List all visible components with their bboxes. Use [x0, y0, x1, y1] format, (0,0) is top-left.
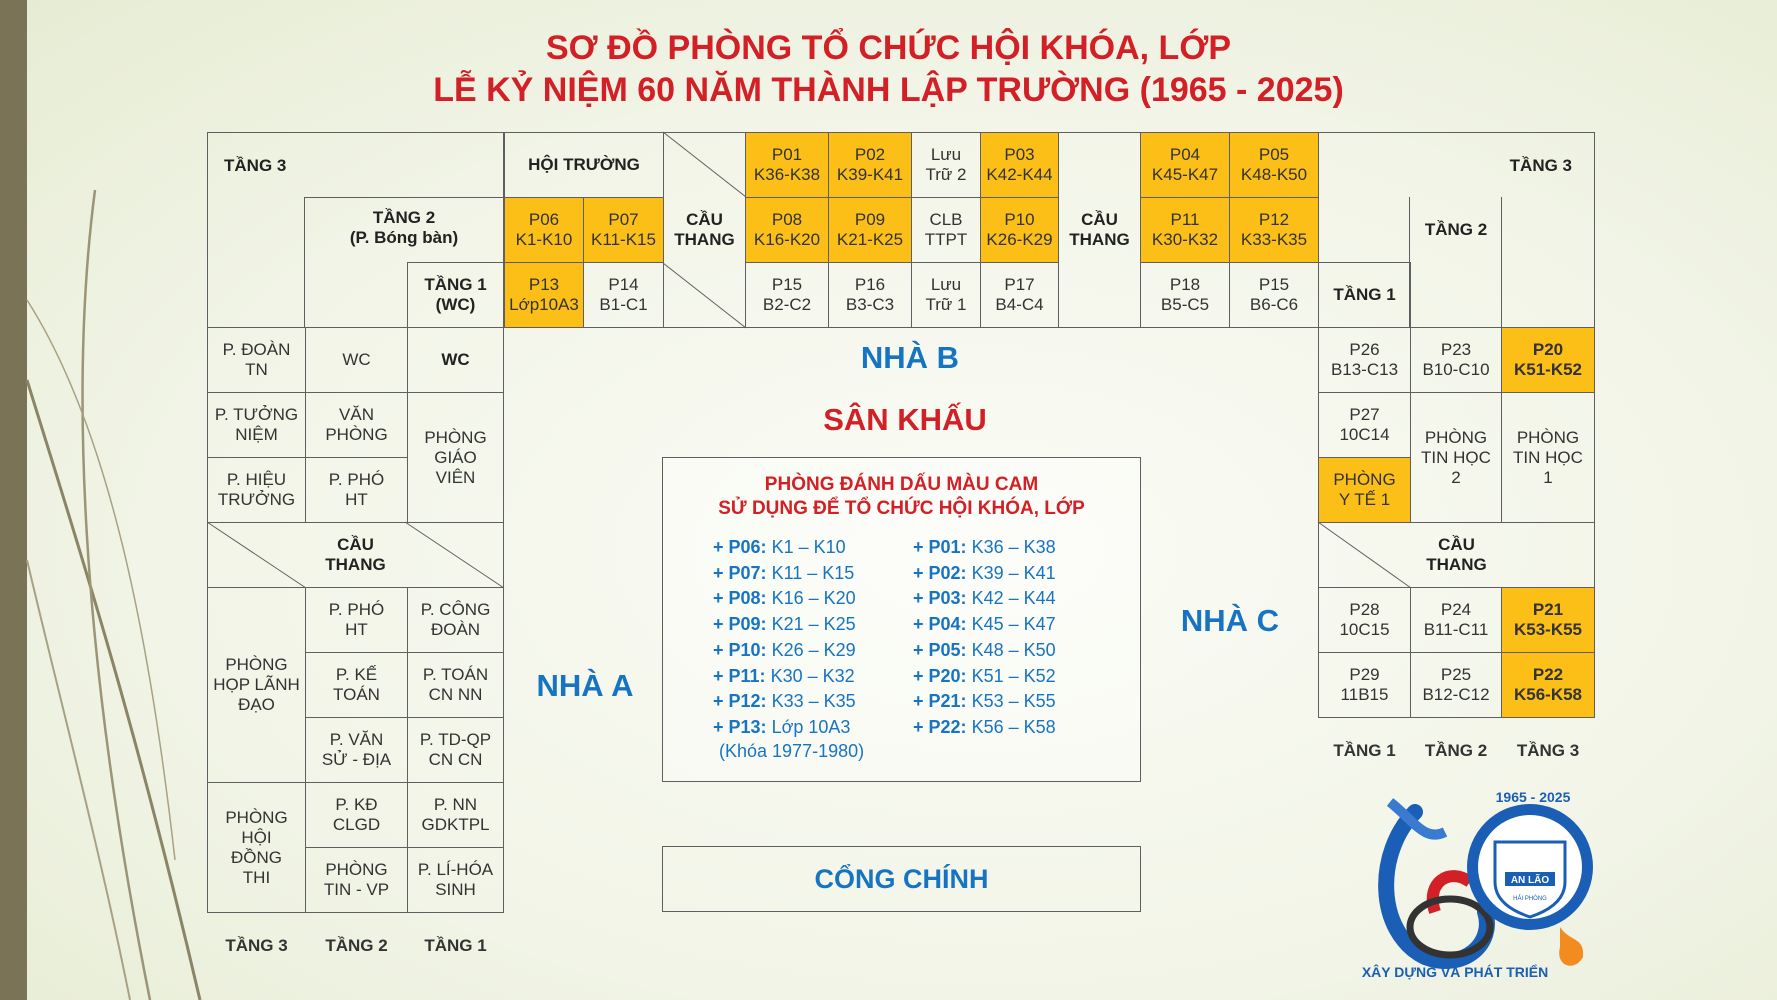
p-toan-cn-nn: P. TOÁN CN NN — [407, 652, 504, 718]
legend-note: (Khóa 1977-1980) — [719, 741, 865, 761]
phong-hop-lanh-dao: PHÒNG HỌP LÃNH ĐẠO — [207, 587, 306, 783]
phong-tin-hoc-1: PHÒNG TIN HỌC 1 — [1501, 392, 1595, 523]
legend-code: + P04: — [913, 614, 967, 635]
legend-value: K51 – K52 — [971, 665, 1056, 686]
tang2-left-label: TẦNG 2 (P. Bóng bàn) — [349, 208, 459, 247]
room-p16: P16 B3-C3 — [828, 262, 912, 328]
phong-giao-vien: PHÒNG GIÁO VIÊN — [407, 392, 504, 523]
stairs-nha-c: CẦU THANG — [1318, 522, 1595, 588]
room-p15-b6: P15 B6-C6 — [1229, 262, 1319, 328]
room-p09: P09 K21-K25 — [828, 197, 912, 263]
room-p13: P13 Lớp10A3 — [504, 262, 584, 328]
legend-value: K26 – K29 — [771, 639, 856, 660]
label-nha-b: NHÀ B — [860, 340, 960, 375]
nha-c-floor-3: TẦNG 3 — [1516, 741, 1580, 760]
legend-code: + P07: — [713, 562, 767, 583]
room-p04: P04 K45-K47 — [1140, 132, 1230, 198]
label-nha-c: NHÀ C — [1180, 603, 1280, 638]
label-san-khau: SÂN KHẤU — [823, 402, 987, 437]
legend-item — [913, 536, 1056, 558]
room-p22: P22 K56-K58 — [1501, 652, 1595, 718]
phong-hoi-dong-thi: PHÒNG HỘI ĐỒNG THI — [207, 782, 306, 913]
legend-code: + P10: — [713, 639, 767, 660]
legend-code: + P01: — [913, 537, 967, 557]
room-p14: P14 B1-C1 — [583, 262, 664, 328]
room-p03: P03 K42-K44 — [980, 132, 1059, 198]
legend-code: + P03: — [913, 588, 967, 609]
legend-value: K56 – K58 — [971, 716, 1056, 737]
p-td-qp: P. TD-QP CN CN — [407, 717, 504, 783]
room-p17: P17 B4-C4 — [980, 262, 1059, 328]
nha-c-floor-1: TẦNG 1 — [1333, 741, 1396, 760]
stairs-nha-a: CẦU THANG — [207, 522, 504, 588]
room-p27: P27 10C14 — [1318, 392, 1411, 458]
nha-a-floor-2: TẦNG 2 — [325, 936, 388, 955]
legend-box — [662, 457, 1141, 782]
legend-item — [713, 639, 856, 661]
p-ke-toan: P. KẾ TOÁN — [305, 652, 408, 718]
room-p02: P02 K39-K41 — [828, 132, 912, 198]
p-kd-clgd: P. KĐ CLGD — [305, 782, 408, 848]
stairs-right-top: CẦU THANG — [1058, 132, 1141, 328]
tang3-left-label: TẦNG 3 — [224, 156, 287, 175]
cong-chinh: CỔNG CHÍNH — [662, 846, 1141, 912]
room-p18: P18 B5-C5 — [1140, 262, 1230, 328]
legend-code: + P11: — [713, 665, 766, 686]
room-p01: P01 K36-K38 — [745, 132, 829, 198]
room-p29: P29 11B15 — [1318, 652, 1411, 718]
legend-code: + P02: — [913, 562, 967, 583]
p-tuong-niem: P. TƯỞNG NIỆM — [207, 392, 306, 458]
legend-title-2: SỬ DỤNG ĐỂ TỔ CHỨC HỘI KHÓA, LỚP — [718, 498, 1085, 519]
legend-item — [713, 690, 856, 712]
tang3-right-label: TẦNG 3 — [1509, 156, 1572, 175]
legend-value: K36 – K38 — [971, 537, 1056, 557]
floor-2-right-edge — [1410, 197, 1502, 328]
phong-y-te-1: PHÒNG Y TẾ 1 — [1318, 457, 1411, 523]
room-p06: P06 K1-K10 — [504, 197, 584, 263]
nha-c-floor-2: TẦNG 2 — [1424, 741, 1488, 760]
room-p10: P10 K26-K29 — [980, 197, 1059, 263]
legend-value: K1 – K10 — [771, 537, 846, 557]
floor-1-left-zone — [407, 262, 504, 328]
legend-code: + P06: — [713, 537, 767, 557]
legend-item — [913, 690, 1056, 712]
legend-code: + P09: — [713, 614, 767, 635]
legend-item — [913, 665, 1056, 687]
legend-value: K39 – K41 — [971, 562, 1056, 583]
nha-a-floor-3: TẦNG 3 — [225, 936, 288, 955]
legend-code: + P21: — [913, 691, 967, 712]
p-li-hoa-sinh: P. LÍ-HÓA SINH — [407, 847, 504, 913]
p-nn-gdktpl: P. NN GDKTPL — [407, 782, 504, 848]
legend-code: + P13: — [713, 716, 767, 737]
room-p24: P24 B11-C11 — [1410, 587, 1502, 653]
legend-code: + P12: — [713, 691, 767, 712]
wc-1: WC — [407, 327, 504, 393]
legend-item — [713, 536, 846, 558]
legend-code: + P08: — [713, 588, 767, 609]
p-pho-ht-2: P. PHÓ HT — [305, 587, 408, 653]
logo-slogan: XÂY DỰNG VÀ PHÁT TRIỂN — [1361, 964, 1549, 980]
legend-item — [913, 613, 1056, 635]
legend-code: + P05: — [913, 639, 967, 660]
legend-item — [713, 613, 856, 635]
room-p07: P07 K11-K15 — [583, 197, 664, 263]
clb-ttpt: CLB TTPT — [911, 197, 981, 263]
legend-value: K48 – K50 — [971, 639, 1056, 660]
title-line-1: SƠ ĐỒ PHÒNG TỔ CHỨC HỘI KHÓA, LỚP — [545, 29, 1231, 67]
legend-value: K45 – K47 — [971, 614, 1056, 635]
nha-a-floor-1: TẦNG 1 — [424, 936, 487, 955]
room-p25: P25 B12-C12 — [1410, 652, 1502, 718]
tang1-left-label: TẦNG 1 (WC) — [424, 275, 487, 314]
legend-value: Lớp 10A3 — [771, 716, 851, 737]
room-p21: P21 K53-K55 — [1501, 587, 1595, 653]
p-cong-doan: P. CÔNG ĐOÀN — [407, 587, 504, 653]
legend-item — [713, 562, 854, 584]
hoi-truong: HỘI TRƯỜNG — [504, 132, 664, 198]
room-p05: P05 K48-K50 — [1229, 132, 1319, 198]
legend-value: K11 – K15 — [771, 562, 855, 583]
school-logo — [1355, 772, 1605, 992]
room-p08: P08 K16-K20 — [745, 197, 829, 263]
legend-item — [713, 587, 856, 609]
legend-item — [713, 716, 850, 738]
title-line-2: LỄ KỶ NIỆM 60 NĂM THÀNH LẬP TRƯỜNG (1965 - 2025) — [433, 71, 1344, 109]
tang1-right-label: TẦNG 1 — [1318, 262, 1411, 328]
legend-value: K16 – K20 — [771, 588, 856, 609]
luu-tru-2: Lưu Trữ 2 — [911, 132, 981, 198]
room-p26: P26 B13-C13 — [1318, 327, 1411, 393]
wc-2: WC — [305, 327, 408, 393]
p-pho-ht-1: P. PHÓ HT — [305, 457, 408, 523]
legend-value: K42 – K44 — [971, 588, 1056, 609]
room-p28: P28 10C15 — [1318, 587, 1411, 653]
p-doan-tn: P. ĐOÀN TN — [207, 327, 306, 393]
legend-code: + P20: — [913, 665, 967, 686]
logo-years: 1965 - 2025 — [1495, 789, 1571, 805]
p-van-su-dia: P. VĂN SỬ - ĐỊA — [305, 717, 408, 783]
room-p20: P20 K51-K52 — [1501, 327, 1595, 393]
legend-value: K33 – K35 — [771, 691, 856, 712]
stairs-left-top: CẦU THANG — [663, 132, 746, 328]
legend-title-1: PHÒNG ĐÁNH DẤU MÀU CAM — [764, 474, 1039, 495]
logo-place: HẢI PHÒNG — [1513, 896, 1547, 902]
legend-item — [713, 665, 855, 687]
legend-item — [913, 587, 1056, 609]
room-p11: P11 K30-K32 — [1140, 197, 1230, 263]
room-p23: P23 B10-C10 — [1410, 327, 1502, 393]
van-phong: VĂN PHÒNG — [305, 392, 408, 458]
logo-school: AN LÃO — [1510, 875, 1550, 886]
legend-value: K53 – K55 — [971, 691, 1056, 712]
p-hieu-truong: P. HIỆU TRƯỞNG — [207, 457, 306, 523]
luu-tru-1: Lưu Trữ 1 — [911, 262, 981, 328]
legend-value: K21 – K25 — [771, 614, 856, 635]
legend-code: + P22: — [913, 716, 967, 737]
label-nha-a: NHÀ A — [536, 668, 634, 703]
room-p15-b2: P15 B2-C2 — [745, 262, 829, 328]
legend-item — [913, 562, 1056, 584]
room-p12: P12 K33-K35 — [1229, 197, 1319, 263]
legend-value: K30 – K32 — [770, 665, 855, 686]
legend-item — [913, 639, 1056, 661]
phong-tin-vp: PHÒNG TIN - VP — [305, 847, 408, 913]
tang2-right-label: TẦNG 2 — [1424, 220, 1488, 239]
legend-item — [913, 716, 1056, 738]
phong-tin-hoc-2: PHÒNG TIN HỌC 2 — [1410, 392, 1502, 523]
